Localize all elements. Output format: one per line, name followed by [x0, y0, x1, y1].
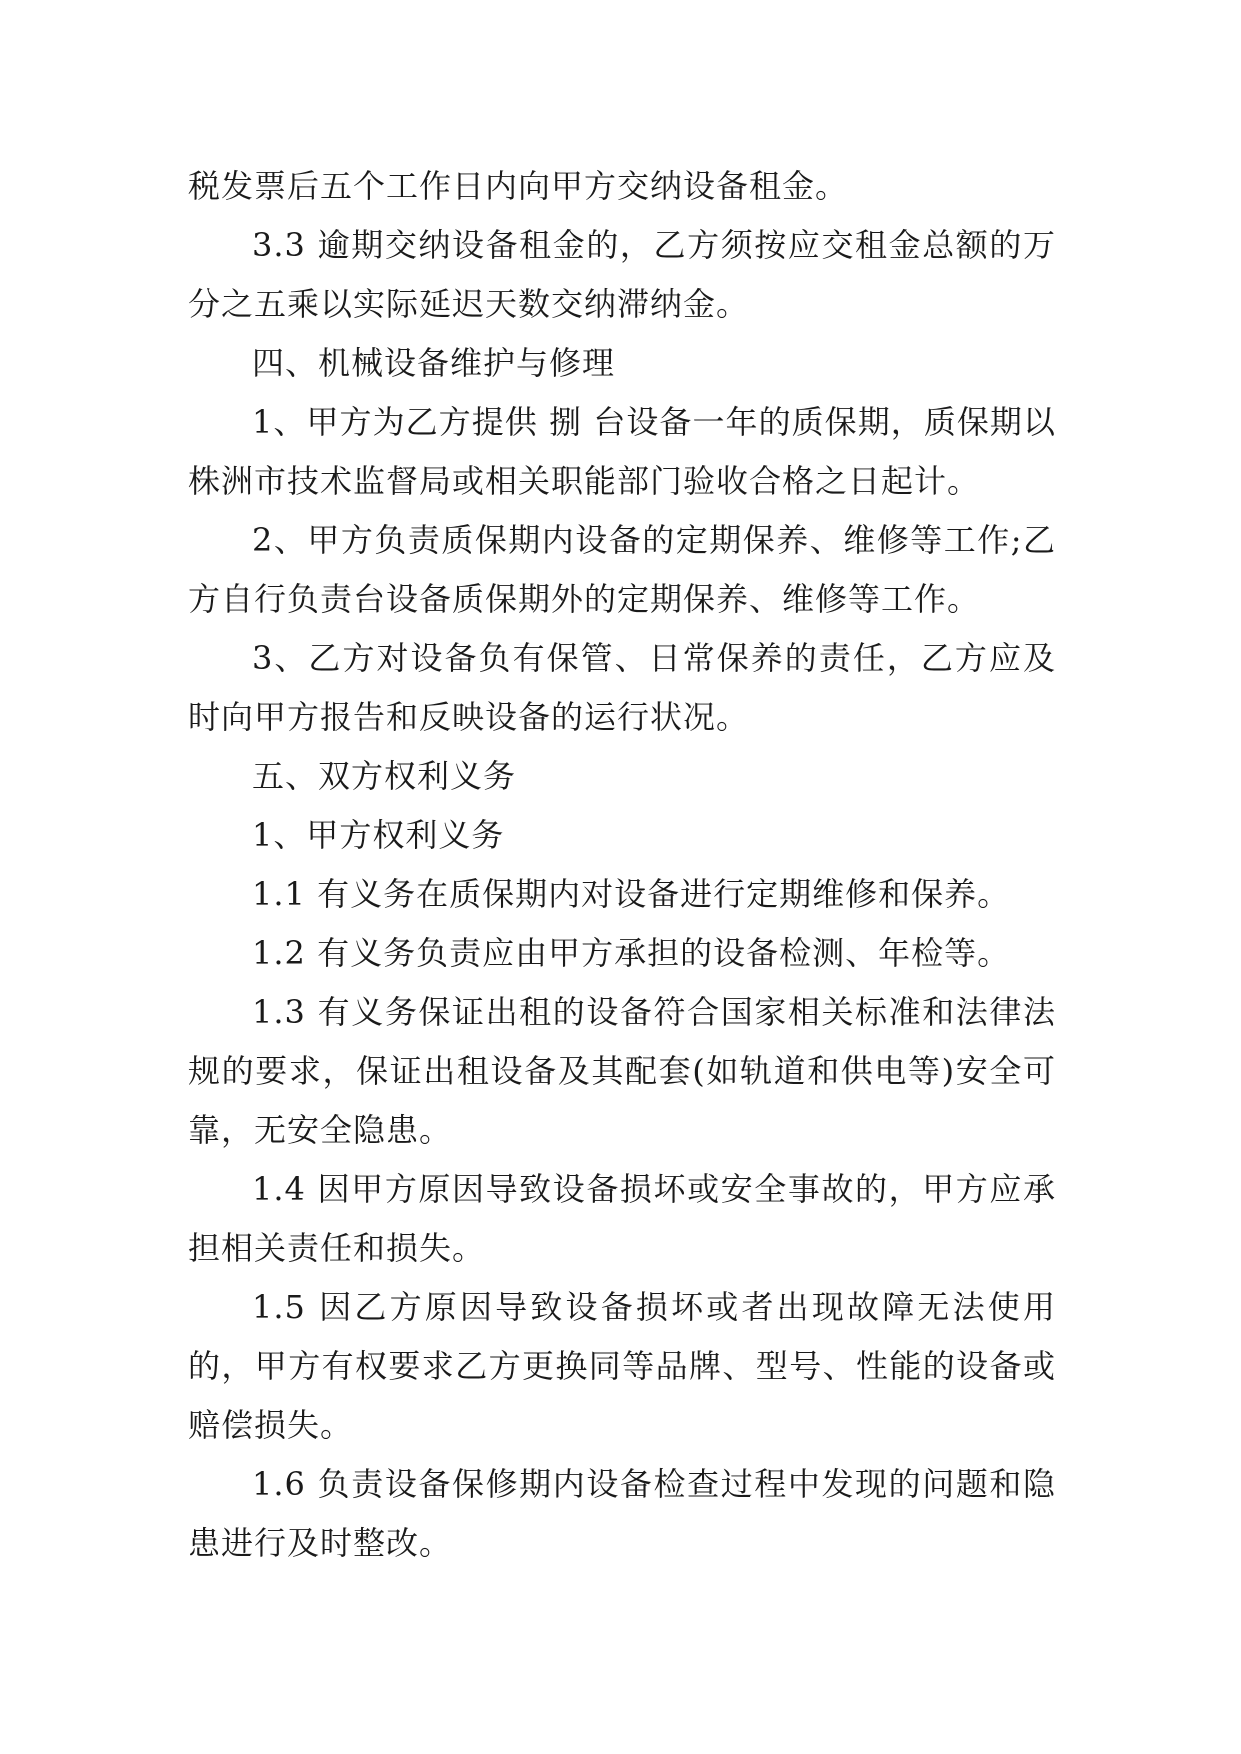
section-heading-5: 五、双方权利义务	[252, 757, 517, 795]
paragraph-1-6: 1.6 负责设备保修期内设备检查过程中发现的问题和隐患进行及时整改。	[188, 1465, 1056, 1562]
document-body	[188, 157, 1056, 1573]
paragraph-4-1: 1、甲方为乙方提供 捌 台设备一年的质保期，质保期以株洲市技术监督局或相关职能部门验收合格之日起计。	[188, 403, 1056, 500]
paragraph-1-4: 1.4 因甲方原因导致设备损坏或安全事故的，甲方应承担相关责任和损失。	[188, 1170, 1056, 1267]
paragraph-3-3: 3.3 逾期交纳设备租金的，乙方须按应交租金总额的万分之五乘以实际延迟天数交纳滞纳金。	[188, 226, 1056, 323]
paragraph-1-1: 1.1 有义务在质保期内对设备进行定期维修和保养。	[252, 875, 1011, 913]
section-heading-4: 四、机械设备维护与修理	[252, 344, 616, 382]
paragraph-4-2: 2、甲方负责质保期内设备的定期保养、维修等工作;乙方自行负责台设备质保期外的定期保养、维修等工作。	[188, 521, 1056, 618]
subsection-heading-5-1: 1、甲方权利义务	[252, 816, 505, 854]
paragraph-1-2: 1.2 有义务负责应由甲方承担的设备检测、年检等。	[252, 934, 1011, 972]
paragraph-continuation: 税发票后五个工作日内向甲方交纳设备租金。	[188, 167, 849, 205]
paragraph-1-5: 1.5 因乙方原因导致设备损坏或者出现故障无法使用的，甲方有权要求乙方更换同等品牌、型号、性能的设备或赔偿损失。	[188, 1288, 1056, 1444]
paragraph-1-3: 1.3 有义务保证出租的设备符合国家相关标准和法律法规的要求，保证出租设备及其配套(如轨道和供电等)安全可靠，无安全隐患。	[188, 993, 1056, 1149]
paragraph-4-3: 3、乙方对设备负有保管、日常保养的责任，乙方应及时向甲方报告和反映设备的运行状况。	[188, 639, 1056, 736]
